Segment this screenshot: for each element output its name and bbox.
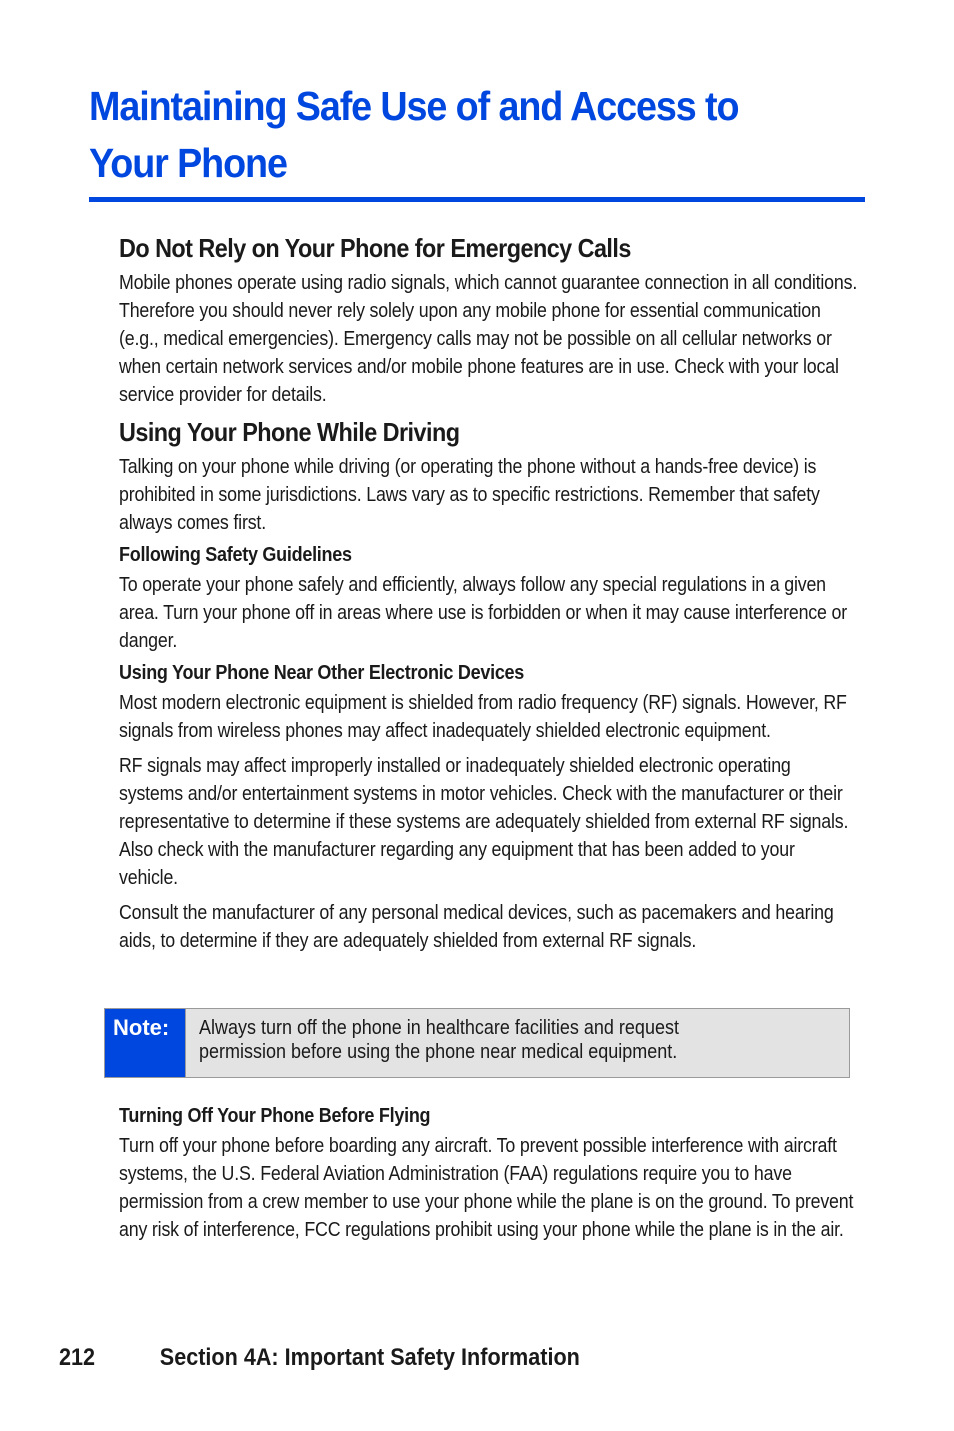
page-number: 212 — [59, 1344, 96, 1371]
electronic-body-1: Most modern electronic equipment is shielded from radio frequency (RF) signals. However, RF signals from wireless phones may affect inadequately shielded electronic equipment. — [119, 692, 847, 742]
electronic-body-3: Consult the manufacturer of any personal medical devices, such as pacemakers and hearing aids, to determine if they are adequately shielded from external RF signals. — [119, 902, 834, 952]
note-text-line-2: permission before using the phone near medical equipment. — [199, 1041, 678, 1063]
page-footer — [59, 1344, 580, 1372]
title-underline — [89, 197, 865, 202]
guidelines-body: To operate your phone safely and efficiently, always follow any special regulations in a given area. Turn your phone off in areas where use is forbidden or when it may cause interference or danger. — [119, 574, 847, 652]
note-box — [104, 1008, 850, 1078]
page-title — [89, 78, 807, 192]
electronic-heading: Using Your Phone Near Other Electronic Devices — [119, 662, 525, 684]
emergency-body: Mobile phones operate using radio signals, which cannot guarantee connection in all conditions. Therefore you should never rely solely upon any mobile phone for essential communication (e.g., medical emergencies). Emergency calls may not be possible on all cellular networks or when certain network services and/or mobile phone features are in use. Check with your local service provider for details. — [119, 272, 858, 406]
driving-heading: Using Your Phone While Driving — [119, 417, 460, 447]
guidelines-heading: Following Safety Guidelines — [119, 544, 352, 566]
driving-body: Talking on your phone while driving (or operating the phone without a hands-free device) is prohibited in some jurisdictions. Laws vary as to specific restrictions. Remember that safety always comes first. — [119, 456, 820, 534]
note-text-line-1: Always turn off the phone in healthcare facilities and request — [199, 1017, 679, 1039]
flying-heading: Turning Off Your Phone Before Flying — [119, 1105, 431, 1127]
footer-section-title: Section 4A: Important Safety Information — [159, 1344, 580, 1371]
main-content — [119, 231, 879, 955]
note-label: Note: — [105, 1009, 185, 1077]
page-title-line-2: Your Phone — [89, 140, 287, 186]
page-title-line-1: Maintaining Safe Use of and Access to — [89, 83, 739, 129]
flying-body: Turn off your phone before boarding any aircraft. To prevent possible interference with aircraft systems, the U.S. Federal Aviation Administration (FAA) regulations require you to have permission from a crew member to use your phone while the plane is on the ground. To prevent any risk of interference, FCC regulations prohibit using your phone while the plane is in the air. — [119, 1135, 854, 1241]
flying-section — [119, 1102, 879, 1244]
emergency-heading: Do Not Rely on Your Phone for Emergency Calls — [119, 233, 631, 263]
note-text — [185, 1009, 849, 1077]
electronic-body-2: RF signals may affect improperly installed or inadequately shielded electronic operating systems and/or entertainment systems in motor vehicles. Check with the manufacturer or their representative to determine if these systems are adequately shielded from external RF signals. Also check with the manufacturer regarding any equipment that has been added to your vehicle. — [119, 755, 849, 889]
